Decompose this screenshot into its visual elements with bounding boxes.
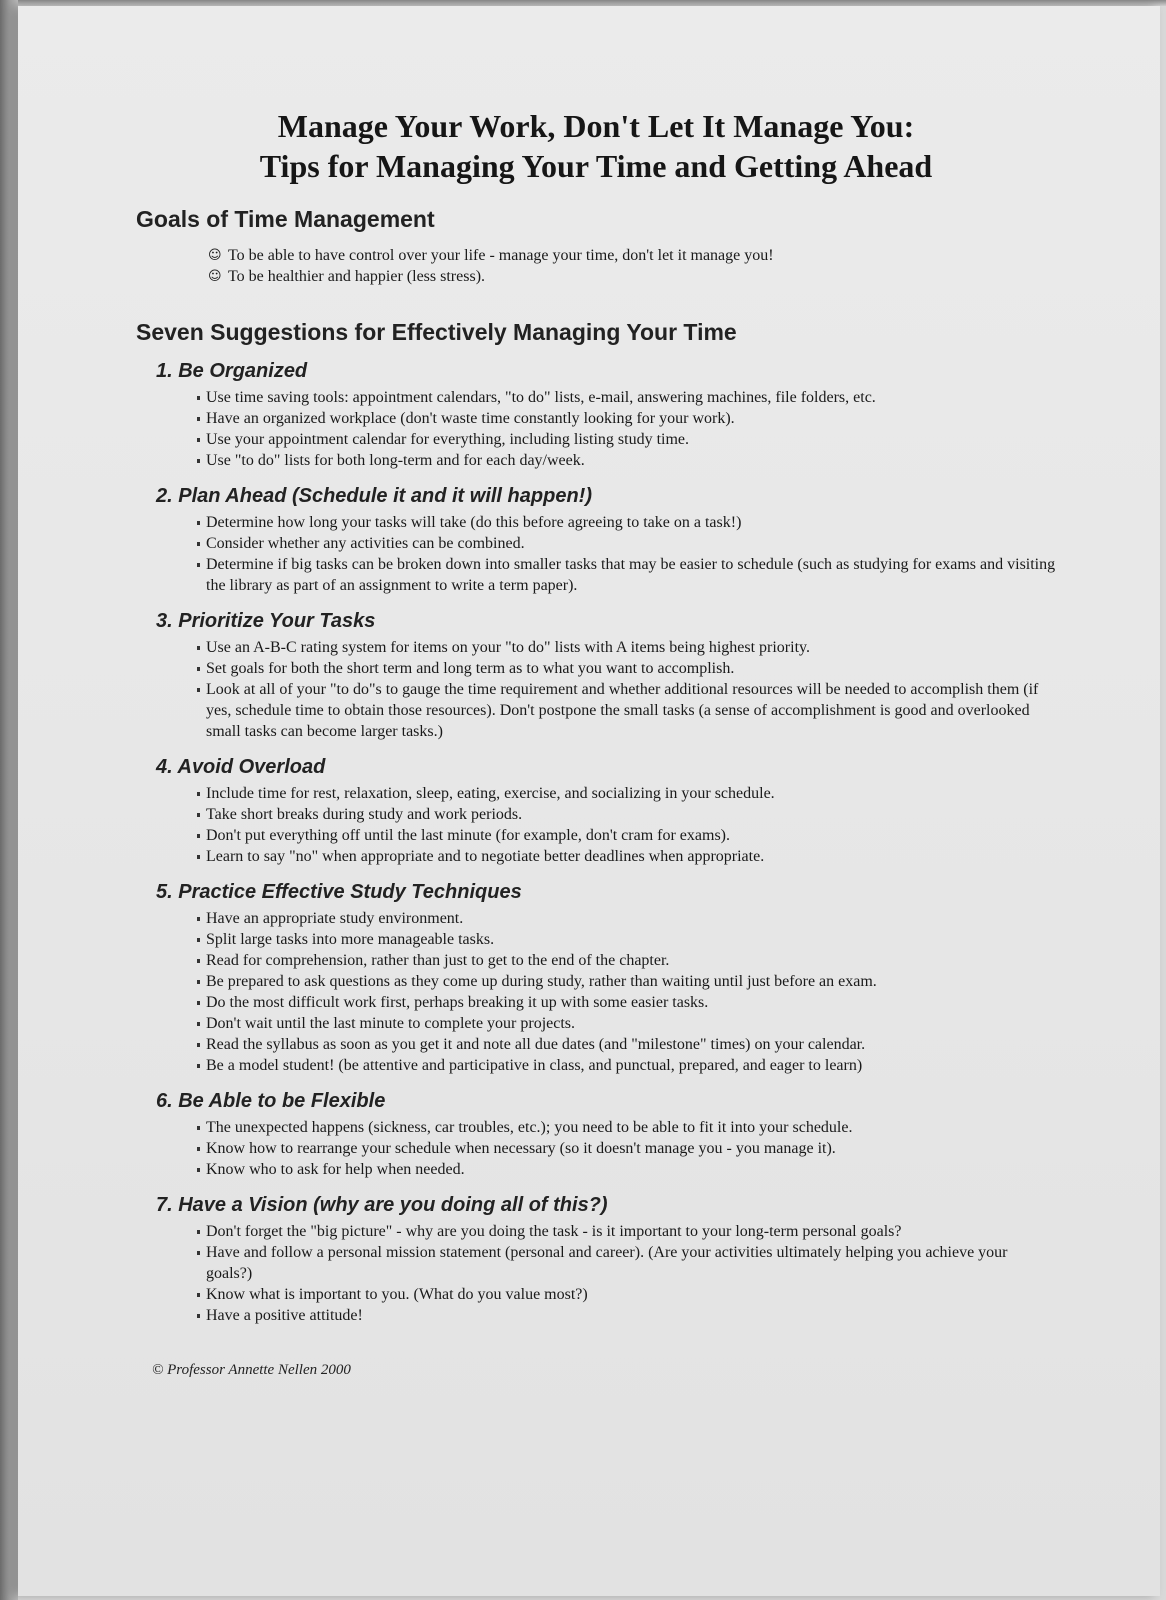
bullet-item: Have an organized workplace (don't waste time constantly looking for your work). (196, 408, 1056, 429)
bullet-item: Do the most difficult work first, perhaps breaking it up with some easier tasks. (196, 992, 1056, 1013)
copyright-notice: © Professor Annette Nellen 2000 (152, 1362, 351, 1378)
section-title: 7. Have a Vision (why are you doing all of this?) (156, 1194, 608, 1216)
goals-heading: Goals of Time Management (136, 206, 435, 232)
goal-item (208, 266, 1056, 287)
bullet-item: Have and follow a personal mission statement (personal and career). (Are your activities ultimately helping you achieve your goals?) (196, 1242, 1056, 1284)
goals-list (208, 245, 1056, 287)
section-bullet-list (196, 1221, 1056, 1326)
bullet-item: Use time saving tools: appointment calendars, "to do" lists, e-mail, answering machines, file folders, etc. (196, 387, 1056, 408)
section-title: 2. Plan Ahead (Schedule it and it will happen!) (156, 485, 592, 507)
bullet-item: Know how to rearrange your schedule when necessary (so it doesn't manage you - you manage it). (196, 1138, 1056, 1159)
section-bullet-list (196, 908, 1056, 1076)
bullet-item: Read the syllabus as soon as you get it and note all due dates (and "milestone" times) on your calendar. (196, 1034, 1056, 1055)
section-title: 3. Prioritize Your Tasks (156, 610, 376, 632)
bullet-item: Use "to do" lists for both long-term and for each day/week. (196, 450, 1056, 471)
section-title: 5. Practice Effective Study Techniques (156, 881, 522, 903)
suggestion-section-7 (136, 1194, 1056, 1326)
bullet-item: Have a positive attitude! (196, 1305, 1056, 1326)
bullet-item: Don't put everything off until the last minute (for example, don't cram for exams). (196, 825, 1056, 846)
bullet-item: Have an appropriate study environment. (196, 908, 1056, 929)
bullet-item: Consider whether any activities can be combined. (196, 533, 1056, 554)
section-bullet-list (196, 512, 1056, 596)
bullet-item: Know what is important to you. (What do you value most?) (196, 1284, 1056, 1305)
document-page (18, 6, 1160, 1596)
suggestion-sections (136, 360, 1056, 1326)
bullet-item: Be a model student! (be attentive and participative in class, and punctual, prepared, and eager to learn) (196, 1055, 1056, 1076)
document-content (136, 106, 1056, 1379)
bullet-item: Be prepared to ask questions as they come up during study, rather than waiting until just before an exam. (196, 971, 1056, 992)
section-bullet-list (196, 637, 1056, 742)
suggestion-section-3 (136, 610, 1056, 742)
goal-text: To be healthier and happier (less stress). (228, 268, 486, 285)
smiley-icon: ☺ (208, 248, 222, 263)
bullet-item: Know who to ask for help when needed. (196, 1159, 1056, 1180)
title-line-2: Tips for Managing Your Time and Getting Ahead (259, 148, 933, 184)
goal-text: To be able to have control over your life - manage your time, don't let it manage you! (228, 247, 774, 264)
bullet-item: Determine if big tasks can be broken down into smaller tasks that may be easier to schedule (such as studying for exams and visiting the library as part of an assignment to write a term paper). (196, 554, 1056, 596)
smiley-icon: ☺ (208, 269, 222, 284)
suggestion-section-5 (136, 881, 1056, 1076)
bullet-item: Use your appointment calendar for everything, including listing study time. (196, 429, 1056, 450)
section-bullet-list (196, 387, 1056, 471)
section-title: 4. Avoid Overload (156, 756, 326, 778)
section-bullet-list (196, 1117, 1056, 1180)
suggestions-heading: Seven Suggestions for Effectively Managing Your Time (136, 319, 737, 345)
bullet-item: Look at all of your "to do"s to gauge the time requirement and whether additional resources will be needed to accomplish them (if yes, schedule time to obtain those resources). Don't postpone the small tasks (a sense of accomplishment is good and overlooked small tasks can become larger tasks.) (196, 679, 1056, 742)
section-bullet-list (196, 783, 1056, 867)
bullet-item: The unexpected happens (sickness, car troubles, etc.); you need to be able to fit it into your schedule. (196, 1117, 1056, 1138)
section-title: 1. Be Organized (156, 360, 308, 382)
bullet-item: Include time for rest, relaxation, sleep, eating, exercise, and socializing in your schedule. (196, 783, 1056, 804)
goal-item (208, 245, 1056, 266)
suggestion-section-1 (136, 360, 1056, 471)
bullet-item: Take short breaks during study and work periods. (196, 804, 1056, 825)
suggestion-section-6 (136, 1090, 1056, 1180)
bullet-item: Read for comprehension, rather than just to get to the end of the chapter. (196, 950, 1056, 971)
bullet-item: Use an A-B-C rating system for items on your "to do" lists with A items being highest priority. (196, 637, 1056, 658)
bullet-item: Split large tasks into more manageable tasks. (196, 929, 1056, 950)
title-line-1: Manage Your Work, Don't Let It Manage You: (277, 108, 915, 144)
section-title: 6. Be Able to be Flexible (156, 1090, 386, 1112)
bullet-item: Set goals for both the short term and long term as to what you want to accomplish. (196, 658, 1056, 679)
bullet-item: Don't forget the "big picture" - why are you doing the task - is it important to your long-term personal goals? (196, 1221, 1056, 1242)
bullet-item: Determine how long your tasks will take (do this before agreeing to take on a task!) (196, 512, 1056, 533)
bullet-item: Learn to say "no" when appropriate and to negotiate better deadlines when appropriate. (196, 846, 1056, 867)
bullet-item: Don't wait until the last minute to complete your projects. (196, 1013, 1056, 1034)
scan-left-edge (0, 0, 18, 1600)
document-title (136, 106, 1056, 186)
suggestion-section-4 (136, 756, 1056, 867)
suggestion-section-2 (136, 485, 1056, 596)
